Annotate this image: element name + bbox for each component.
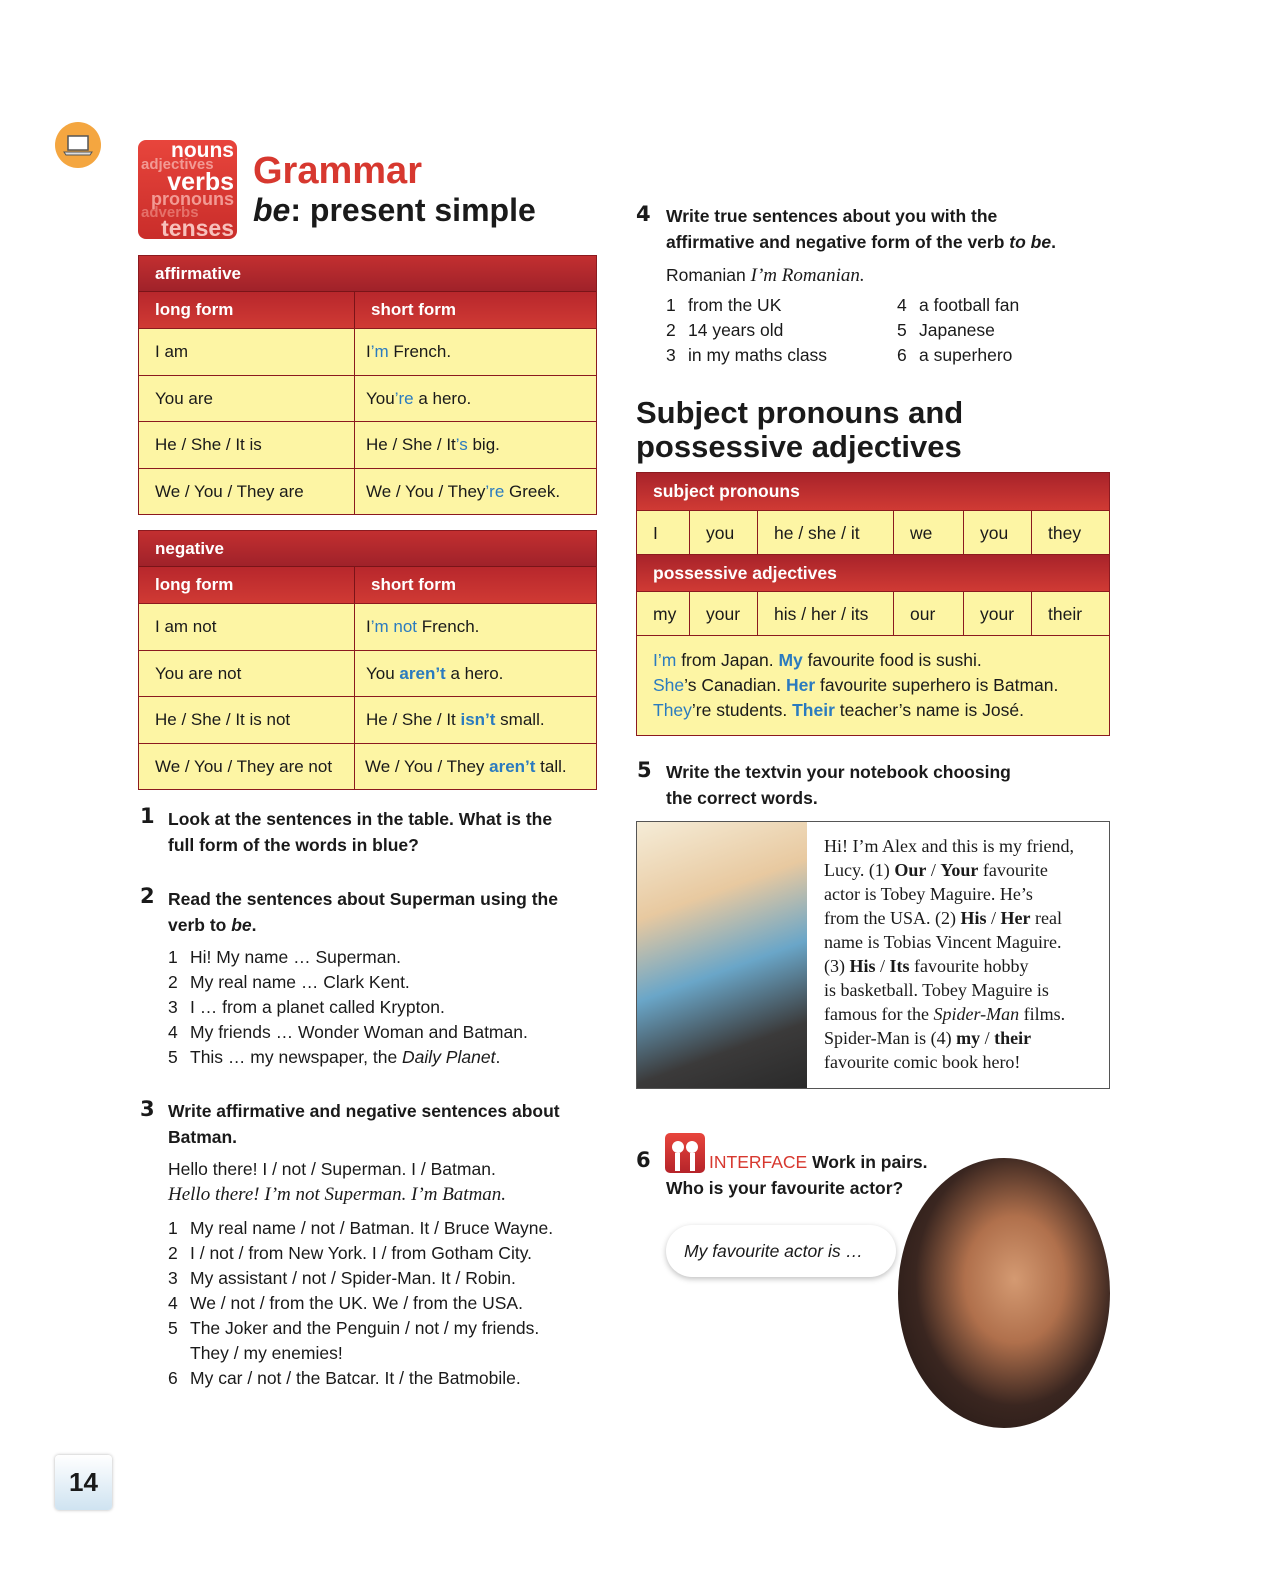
text-run: I … from a planet called Krypton. xyxy=(190,997,445,1017)
highlighted-text: His xyxy=(960,908,987,928)
text-run: ’re students. xyxy=(691,700,793,720)
section-title: Grammar xyxy=(253,150,422,192)
text-run: I xyxy=(366,617,371,636)
highlighted-text: ’m not xyxy=(370,617,418,636)
exercise-5-instruction: Write the textvin your notebook choosing the correct words. xyxy=(666,762,1011,808)
highlighted-text: ’re xyxy=(394,388,414,408)
highlighted-text: Our xyxy=(894,860,927,880)
list-item: 4 My friends … Wonder Woman and Batman. xyxy=(168,1022,528,1042)
negative-table: negative long form short form I am not I’m not French. You are not You aren’t a hero. He / She / It is not He / She / It isn’t small. We / You / They are not We / You / They aren’t tall. xyxy=(138,530,597,790)
list-item: 5 Japanese xyxy=(897,320,995,340)
table-title: affirmative xyxy=(139,256,596,292)
interface-icon xyxy=(665,1133,705,1173)
text-run: films. xyxy=(1019,1004,1066,1024)
exercise-6-question: Who is your favourite actor? xyxy=(666,1178,904,1198)
text-run: French. xyxy=(388,342,452,361)
pronouns-table: subject pronouns I you he / she / it we you they possessive adjectives my your his / her / its our your their I’m from Japan. My favourite food is sushi. She’s Canadian. Her favourite superhero is Batman. They’re students. Their teacher’s name is José. xyxy=(636,472,1110,736)
text-run: He / She / It xyxy=(366,435,456,454)
list-item: 6 My car / not / the Batcar. It / the Batmobile. xyxy=(168,1368,521,1388)
exercise-number: 5 xyxy=(637,758,652,782)
highlighted-text: aren’t xyxy=(399,663,446,683)
text-run: We / You / They xyxy=(366,481,486,501)
highlighted-text: Daily Planet xyxy=(402,1047,496,1067)
highlighted-text: Your xyxy=(940,860,979,880)
text-run: teacher’s name is José. xyxy=(834,700,1024,720)
highlighted-text: They xyxy=(653,700,692,720)
page-number: 14 xyxy=(55,1455,112,1510)
exercise-4-list-right xyxy=(897,293,1019,368)
highlighted-text: I’m xyxy=(653,650,677,670)
text-run: Hi! My name … Superman. xyxy=(190,947,402,967)
highlighted-text: ’s xyxy=(455,435,468,454)
exercise-4-list-left xyxy=(666,293,827,368)
text-run: from the USA. (2) xyxy=(824,908,961,928)
text-run: / xyxy=(926,860,941,880)
highlighted-text: Her xyxy=(1000,908,1031,928)
exercise-number: 1 xyxy=(140,804,155,828)
text-run: from Japan. xyxy=(676,650,779,670)
text-run: a hero. xyxy=(413,388,472,408)
table-row: I am I’m French. xyxy=(139,328,596,375)
highlighted-text: Spider-Man xyxy=(933,1004,1020,1024)
text-run: ’s Canadian. xyxy=(684,675,786,695)
text-run: a hero. xyxy=(445,663,504,683)
table-row: We / You / They are not We / You / They aren’t tall. xyxy=(139,743,596,790)
text-run: Hi! I’m Alex and this is my friend, xyxy=(824,836,1074,856)
list-item: 3 I … from a planet called Krypton. xyxy=(168,997,445,1017)
exercise-2-instruction xyxy=(168,886,558,938)
list-item: They / my enemies! xyxy=(190,1343,343,1363)
exercise-number: 2 xyxy=(140,884,155,908)
section-subtitle: be: present simple xyxy=(253,192,536,228)
text-run: I xyxy=(366,342,371,361)
cd-rom-laptop-icon xyxy=(55,122,101,168)
reading-text-box xyxy=(636,821,1110,1089)
exercise-2-list xyxy=(168,945,528,1070)
list-item: 4 We / not / from the UK. We / from the USA. xyxy=(168,1293,523,1313)
text-run: famous for the xyxy=(824,1004,934,1024)
text-run: / xyxy=(980,1028,995,1048)
list-item: 2 14 years old xyxy=(666,320,784,340)
possessive-adjectives-row: my your his / her / its our your their xyxy=(637,591,1109,636)
table-row: We / You / They are We / You / They’re Greek. xyxy=(139,468,596,515)
text-run: Spider-Man is (4) xyxy=(824,1028,957,1048)
text-run: favourite xyxy=(978,860,1048,880)
list-item: 5 This … my newspaper, the Daily Planet. xyxy=(168,1047,501,1067)
exercise-6-instruction: INTERFACE Work in pairs. xyxy=(709,1152,928,1172)
highlighted-text: to be xyxy=(1009,232,1052,252)
text-run: small. xyxy=(495,710,545,729)
text-run: favourite comic book hero! xyxy=(824,1052,1021,1072)
list-item: 1 from the UK xyxy=(666,295,782,315)
table-row: He / She / It is not He / She / It isn’t small. xyxy=(139,696,596,743)
text-run: Read the sentences about Superman using the xyxy=(168,889,558,909)
highlighted-text: Its xyxy=(889,956,910,976)
highlighted-text: ’re xyxy=(485,481,505,501)
list-item: 1 My real name / not / Batman. It / Bruce Wayne. xyxy=(168,1218,554,1238)
reading-text xyxy=(824,834,1074,1074)
text-run: This … my newspaper, the xyxy=(190,1047,403,1067)
grammar-logo: nouns adjectives verbs pronouns adverbs tenses xyxy=(138,140,237,239)
text-run: Write true sentences about you with the xyxy=(666,206,998,226)
text-run: tall. xyxy=(535,756,567,776)
text-run: favourite superhero is Batman. xyxy=(815,675,1059,695)
section-heading: Subject pronouns and possessive adjectives xyxy=(636,395,964,464)
text-run: / xyxy=(986,908,1001,928)
subject-pronouns-row: I you he / she / it we you they xyxy=(637,510,1109,555)
table-row: You are not You aren’t a hero. xyxy=(139,650,596,697)
list-item: 2 I / not / from New York. I / from Gotham City. xyxy=(168,1243,533,1263)
highlighted-text: aren’t xyxy=(489,756,536,776)
highlighted-text: His xyxy=(849,956,876,976)
children-reading-photo xyxy=(637,822,807,1088)
highlighted-text: my xyxy=(956,1028,981,1048)
text-run: verb to xyxy=(168,915,232,935)
text-run: Lucy. (1) xyxy=(824,860,895,880)
list-item: 3 My assistant / not / Spider-Man. It / Robin. xyxy=(168,1268,516,1288)
text-run: French. xyxy=(417,617,480,636)
highlighted-text: She xyxy=(653,675,685,695)
table-row: I am not I’m not French. xyxy=(139,603,596,650)
text-run: favourite hobby xyxy=(909,956,1029,976)
text-run: . xyxy=(1051,232,1056,252)
exercise-number: 3 xyxy=(140,1097,155,1121)
highlighted-text: isn’t xyxy=(460,710,496,729)
exercise-4-instruction xyxy=(666,203,1056,255)
text-run: He / She / It xyxy=(366,710,461,729)
text-run: . xyxy=(251,915,257,935)
text-run: (3) xyxy=(824,956,850,976)
table-row: You are You’re a hero. xyxy=(139,375,596,422)
text-run: is basketball. Tobey Maguire is xyxy=(824,980,1049,1000)
text-run: My real name … Clark Kent. xyxy=(190,972,410,992)
text-run: affirmative and negative form of the verb xyxy=(666,232,1010,252)
speech-bubble: My favourite actor is … xyxy=(666,1225,896,1277)
highlighted-text: their xyxy=(994,1028,1032,1048)
exercise-1-instruction: Look at the sentences in the table. What is the full form of the words in blue? xyxy=(168,809,553,855)
text-run: big. xyxy=(467,435,500,454)
text-run: / xyxy=(875,956,890,976)
text-run: real xyxy=(1030,908,1062,928)
list-item: 1 Hi! My name … Superman. xyxy=(168,947,402,967)
list-item: 2 My real name … Clark Kent. xyxy=(168,972,410,992)
exercise-number: 4 xyxy=(636,202,651,226)
list-item: 4 a football fan xyxy=(897,295,1020,315)
text-run: We / You / They xyxy=(365,756,490,776)
text-run: Greek. xyxy=(504,481,561,501)
list-item: 6 a superhero xyxy=(897,345,1013,365)
text-run: favourite food is sushi. xyxy=(802,650,982,670)
text-run: actor is Tobey Maguire. He’s xyxy=(824,884,1033,904)
exercise-3-instruction: Write affirmative and negative sentences about Batman. xyxy=(168,1101,560,1147)
text-run: You xyxy=(366,388,395,408)
pronoun-examples xyxy=(637,636,1109,735)
highlighted-text: Her xyxy=(785,675,816,695)
actor-photo xyxy=(898,1158,1110,1428)
highlighted-text: My xyxy=(778,650,803,670)
text-run: . xyxy=(495,1047,501,1067)
table-row: He / She / It is He / She / It’s big. xyxy=(139,421,596,468)
table-title: negative xyxy=(139,531,596,567)
exercise-number: 6 xyxy=(636,1148,651,1172)
list-item: 3 in my maths class xyxy=(666,345,828,365)
highlighted-text: Their xyxy=(792,700,835,720)
affirmative-table: affirmative long form short form I am I’m French. You are You’re a hero. He / She / It is He / She / It’s big. We / You / They are We / You / They’re Greek. xyxy=(138,255,597,515)
exercise-3-example: Hello there! I / not / Superman. I / Batman. Hello there! I’m not Superman. I’m Batman. xyxy=(168,1159,507,1205)
exercise-3-list xyxy=(168,1216,553,1391)
list-item: 5 The Joker and the Penguin / not / my friends. xyxy=(168,1318,540,1338)
text-run: My friends … Wonder Woman and Batman. xyxy=(190,1022,528,1042)
text-run: name is Tobias Vincent Maguire. xyxy=(824,932,1062,952)
highlighted-text: ’m xyxy=(370,342,389,361)
text-run: You xyxy=(366,663,400,683)
highlighted-text: be xyxy=(231,915,252,935)
exercise-4-example: Romanian I’m Romanian. xyxy=(666,265,865,286)
